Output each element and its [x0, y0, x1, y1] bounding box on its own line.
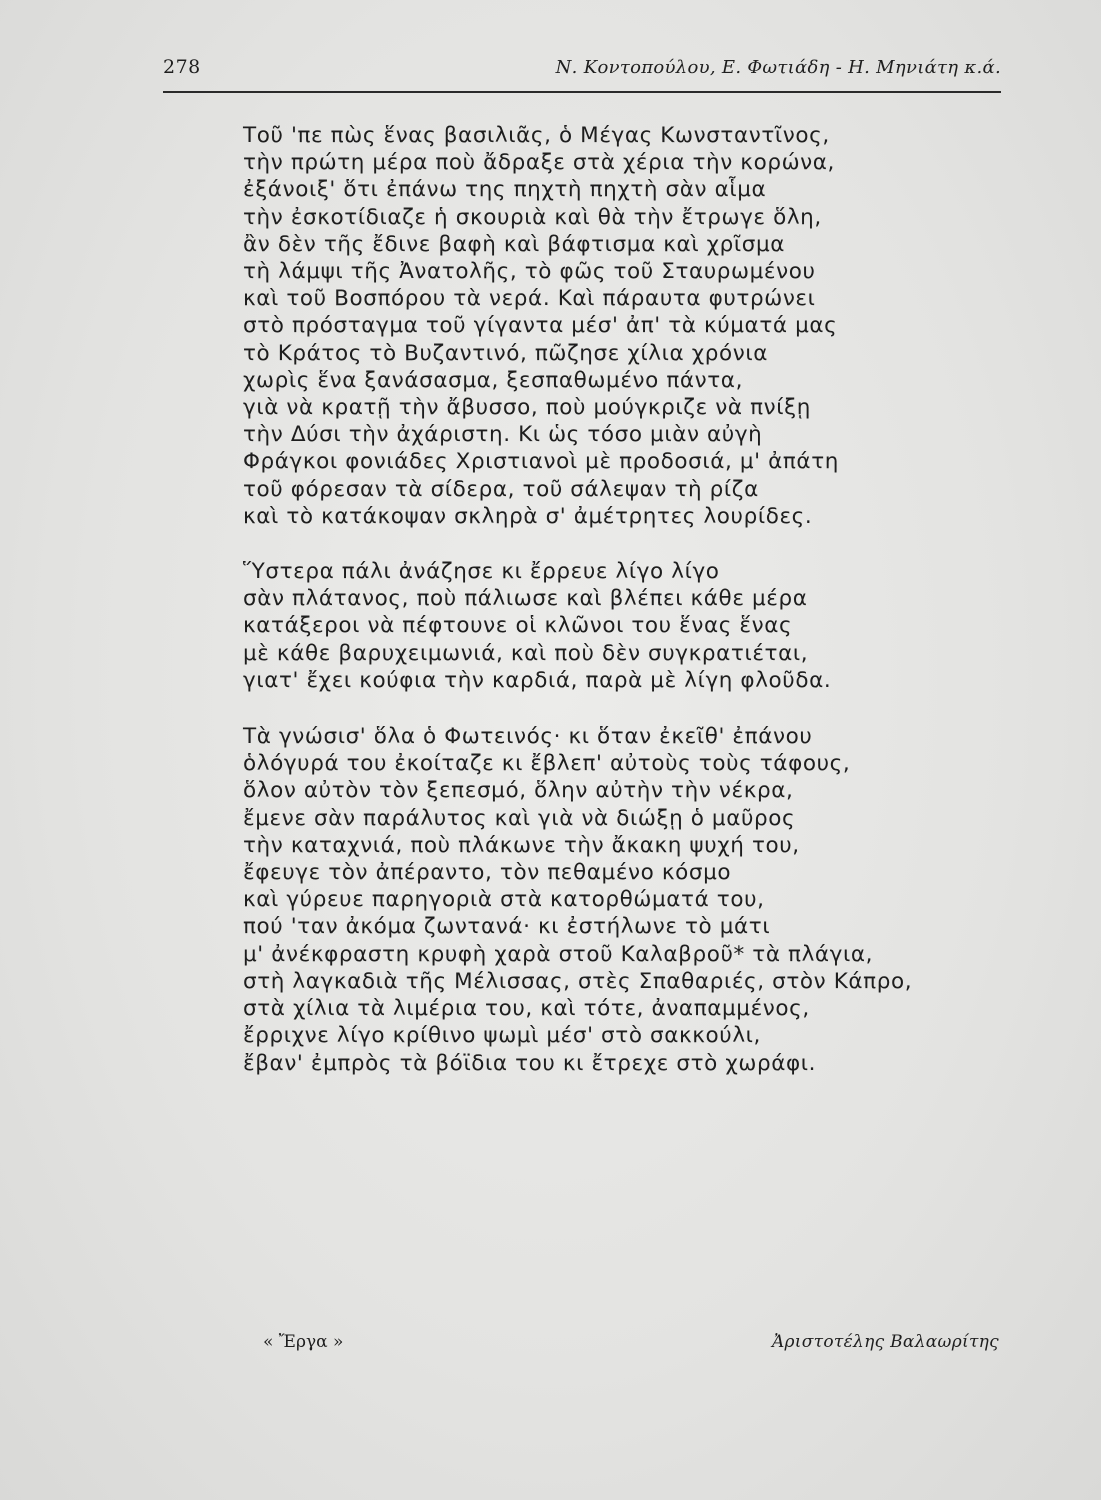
page-number: 278 — [163, 56, 201, 78]
poem-line: ἔμενε σὰν παράλυτος καὶ γιὰ νὰ διώξῃ ὁ μαῦρος — [243, 805, 796, 831]
poem-line: Τὰ γνώσισ' ὅλα ὁ Φωτεινός· κι ὅταν ἐκεῖθ' ἐπάνου — [243, 724, 813, 750]
poem-line: στὴ λαγκαδιὰ τῆς Μέλισσας, στὲς Σπαθαριές, στὸν Κάπρο, — [243, 968, 913, 994]
poem-line: Ὕστερα πάλι ἀνάζησε κι ἔρρευε λίγο λίγο — [243, 559, 720, 585]
poem-line: στὸ πρόσταγμα τοῦ γίγαντα μέσ' ἀπ' τὰ κύματά μας — [243, 313, 838, 339]
page-header — [163, 56, 1001, 90]
poem-line: κατάξεροι νὰ πέφτουνε οἱ κλῶνοι του ἕνας ἕνας — [243, 613, 793, 639]
poem-line: καὶ τοῦ Βοσπόρου τὰ νερά. Καὶ πάραυτα φυτρώνει — [243, 286, 816, 312]
poem-line: τὴ λάμψι τῆς Ἀνατολῆς, τὸ φῶς τοῦ Σταυρωμένου — [243, 259, 816, 285]
poem-line: Φράγκοι φονιάδες Χριστιανοὶ μὲ προδοσιά, μ' ἀπάτη — [243, 449, 839, 475]
source-title: « Ἔργα » — [263, 1332, 344, 1352]
poem-line: μὲ κάθε βαρυχειμωνιά, καὶ ποὺ δὲν συγκρατιέται, — [243, 640, 809, 666]
poem-line: σὰν πλάτανος, ποὺ πάλιωσε καὶ βλέπει κάθε μέρα — [243, 586, 808, 612]
poem-line: Τοῦ 'πε πὼς ἕνας βασιλιᾶς, ὁ Μέγας Κωνσταντῖνος, — [243, 123, 830, 148]
poem-line: καὶ τὸ κατάκοψαν σκληρὰ σ' ἀμέτρητες λουρίδες. — [243, 503, 813, 529]
running-head: Ν. Κοντοπούλου, Ε. Φωτιάδη - Η. Μηνιάτη κ.ά. — [555, 57, 1001, 78]
poem-line: στὰ χίλια τὰ λιμέρια του, καὶ τότε, ἀναπαμμένος, — [243, 996, 810, 1022]
poem-line: ἐξάνοιξ' ὅτι ἐπάνω της πηχτὴ πηχτὴ σὰν αἷμα — [243, 177, 767, 203]
poem-line: ὁλόγυρά του ἐκοίταζε κι ἔβλεπ' αὐτοὺς τοὺς τάφους, — [243, 751, 851, 777]
poem-line: ἔβαν' ἐμπρὸς τὰ βόϊδια του κι ἔτρεχε στὸ χωράφι. — [243, 1050, 817, 1076]
poem-line: γιατ' ἔχει κούφια τὴν καρδιά, παρὰ μὲ λίγη φλοῦδα. — [243, 667, 832, 693]
poem-line: ἔρριχνε λίγο κρίθινο ψωμὶ μέσ' στὸ σακκούλι, — [243, 1023, 761, 1049]
poem-line: τὴν πρώτη μέρα ποὺ ἄδραξε στὰ χέρια τὴν κορώνα, — [243, 150, 835, 176]
stanza-2 — [243, 558, 1003, 694]
stanza-1 — [243, 122, 1003, 530]
header-rule — [163, 91, 1001, 93]
poem-line: ὅλον αὐτὸν τὸν ξεπεσμό, ὅλην αὐτὴν τὴν νέκρα, — [243, 778, 794, 804]
poem-line: πού 'ταν ἀκόμα ζωντανά· κι ἐστήλωνε τὸ μάτι — [243, 914, 771, 940]
poem-line: τὴν ἐσκοτίδιαζε ἡ σκουριὰ καὶ θὰ τὴν ἔτρωγε ὅλη, — [243, 204, 822, 230]
poem-line: τοῦ φόρεσαν τὰ σίδερα, τοῦ σάλεψαν τὴ ρίζα — [243, 476, 759, 502]
stanza-3 — [243, 723, 1003, 1077]
poem-line: χωρὶς ἕνα ξανάσασμα, ξεσπαθωμένο πάντα, — [243, 367, 744, 393]
poem-line: μ' ἀνέκφραστη κρυφὴ χαρὰ στοῦ Καλαβροῦ* τὰ πλάγια, — [243, 941, 874, 967]
poem-line: τὴν καταχνιά, ποὺ πλάκωνε τὴν ἄκακη ψυχή του, — [243, 832, 800, 858]
poem-line: ἔφευγε τὸν ἀπέραντο, τὸν πεθαμένο κόσμο — [243, 860, 732, 886]
poem-line: τὸ Κράτος τὸ Βυζαντινό, πῶζησε χίλια χρόνια — [243, 340, 768, 366]
author-name: Ἀριστοτέλης Βαλαωρίτης — [771, 1332, 999, 1352]
poem-line: καὶ γύρευε παρηγοριὰ στὰ κατορθώματά του, — [243, 887, 765, 913]
attribution — [263, 1332, 999, 1362]
poem — [243, 122, 1003, 1077]
poem-line: ἂν δὲν τῆς ἔδινε βαφὴ καὶ βάφτισμα καὶ χρῖσμα — [243, 231, 786, 257]
poem-line: γιὰ νὰ κρατῇ τὴν ἄβυσσο, ποὺ μούγκριζε νὰ πνίξῃ — [243, 395, 811, 421]
poem-line: τὴν Δύσι τὴν ἀχάριστη. Κι ὡς τόσο μιὰν αὐγὴ — [243, 422, 763, 448]
